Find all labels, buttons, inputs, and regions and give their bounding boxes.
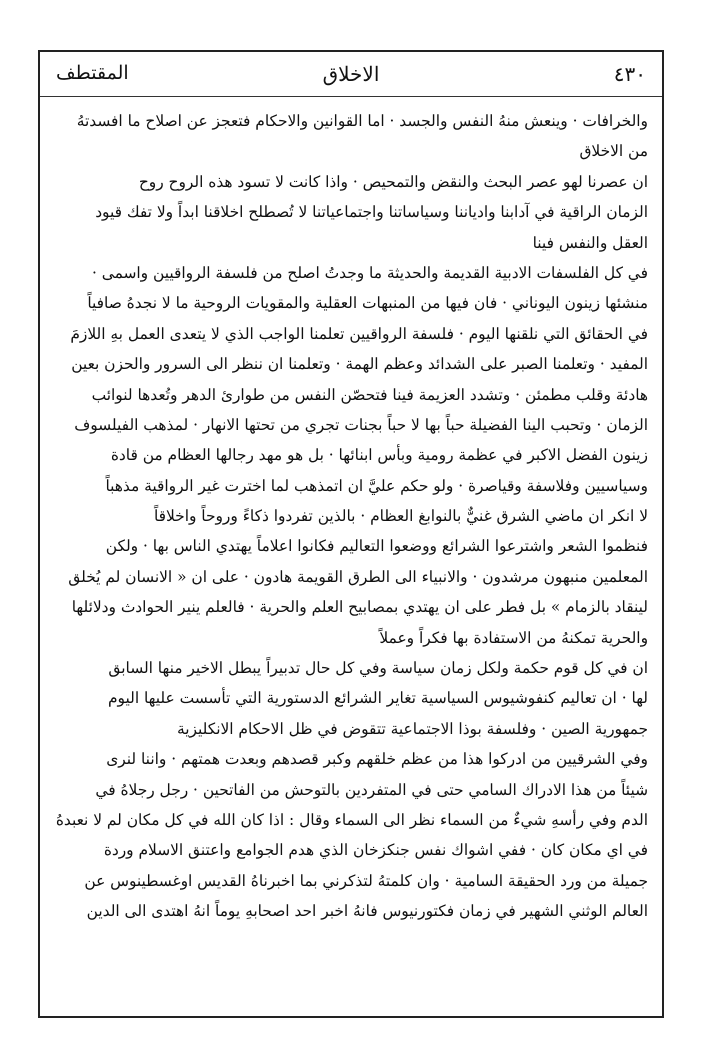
- text-line: والحرية تمكنهُ من الاستفادة بها فكراً وعملاً: [379, 628, 648, 647]
- text-line: ان عصرنا لهو عصر البحث والنقض والتمحيص · واذا كانت لا تسود هذه الروح روح: [138, 172, 648, 191]
- text-line: جمهورية الصين · وفلسفة بوذا الاجتماعية تتقوض في ظل الاحكام الانكليزية: [176, 719, 648, 738]
- text-line: من الاخلاق: [579, 142, 648, 161]
- page-header: [40, 52, 662, 97]
- text-line: هادئة وقلب مطمئن · وتشدد العزيمة فينا فتحصّن النفس من طوارئ الدهر وتُعدها لنوائب: [91, 385, 648, 404]
- text-line: الزمان · وتحبب الينا الفضيلة حباً بها لا حباً بجنات تجري من تحتها الانهار · لمذهب الفيلسوف: [74, 415, 648, 434]
- text-line: فنظموا الشعر واشترعوا الشرائع ووضعوا التعاليم فكانوا اعلاماً يهتدي الناس بها · ولكن: [105, 537, 648, 556]
- text-line: زينون الفضل الاكبر في عظمة رومية وبأس ابنائها · بل هو مهد رجالها العظام من قادة: [110, 446, 648, 465]
- text-line: وسياسيين وفلاسفة وقياصرة · ولو حكم عليَّ ان اتمذهب لما اخترت غير الرواقية مذهباً: [105, 476, 648, 495]
- text-line: جميلة من ورد الحقيقة السامية · وان كلمتهُ لتذكرني بما اخبرناهُ القديس اوغسطينوس عن: [84, 871, 648, 890]
- text-line: شيئاً من هذا الادراك السامي حتى في المتفردين بالتوحش من الفاتحين · رجل رجلاهُ في: [95, 780, 648, 799]
- article-body: [54, 106, 648, 1006]
- text-line: في اي مكان كان · ففي اشواك نفس جنكزخان الذي هدم الجوامع واعتنق الاسلام وردة: [103, 841, 648, 860]
- text-line: في كل الفلسفات الادبية القديمة والحديثة ما وجدتُ اصلح من فلسفة الرواقيين واسمى ·: [92, 263, 648, 282]
- text-line: العالم الوثني الشهير في زمان فكتورنيوس فانهُ اخبر احد اصحابهِ يوماً انهُ اهتدى الى الدين: [86, 902, 648, 921]
- text-line: الزمان الراقية في آدابنا وادياننا وسياساتنا واجتماعياتنا لا تُصطلح اخلاقنا ابداً ولا تفك قيود: [95, 203, 648, 222]
- text-line: في الحقائق التي نلقنها اليوم · فلسفة الرواقيين تعلمنا الواجب الذي لا يتعدى العمل بهِ اللازمَ: [70, 324, 648, 343]
- running-title: الاخلاق: [322, 62, 380, 86]
- journal-name: المقتطف: [56, 62, 129, 84]
- page-number: ٤٣٠: [613, 62, 646, 86]
- text-line: لا انكر ان ماضي الشرق غنيٌّ بالنوابغ العظام · بالذين تفردوا ذكاءً وروحاً واخلاقاً: [153, 507, 648, 526]
- text-line: منشئها زينون اليوناني · فان فيها من المنبهات العقلية والمقويات الروحية ما لا نجدهُ صافياً: [87, 294, 648, 313]
- text-line: الدم وفي رأسهِ شيءٌ من السماء نظر الى السماء وقال : اذا كان الله في كل مكان لم لا نعبدهُ: [55, 810, 648, 829]
- text-line: ان في كل قوم حكمة ولكل زمان سياسة وفي كل حال تدبيراً يبطل الاخير منها السابق: [108, 659, 648, 678]
- document-page: [38, 50, 664, 1018]
- text-line: وفي الشرقيين من ادركوا هذا من عظم خلقهم وكبر قصدهم وبعدت همتهم · واننا لنرى: [106, 750, 648, 769]
- text-line: المعلمين منبهون مرشدون · والانبياء الى الطرق القويمة هادون · على ان « الانسان لم يُخلق: [68, 567, 648, 586]
- text-line: المفيد · وتعلمنا الصبر على الشدائد وعظم الهمة · وتعلمنا ان ننظر الى السرور والحزن بعين: [71, 355, 648, 374]
- text-line: لينقاد بالزمام » بل فطر على ان يهتدي بمصابيح العلم والحرية · فالعلم ينير الحوادث ودلائلها: [71, 598, 648, 617]
- text-line: لها · ان تعاليم كنفوشيوس السياسية تغاير الشرائع الدستورية التي تأسست عليها اليوم: [108, 689, 648, 708]
- text-line: العقل والنفس فينا: [532, 233, 648, 252]
- text-line: والخرافات · وينعش منهُ النفس والجسد · اما القوانين والاحكام فتعجز عن اصلاح ما افسدتهُ: [76, 112, 648, 130]
